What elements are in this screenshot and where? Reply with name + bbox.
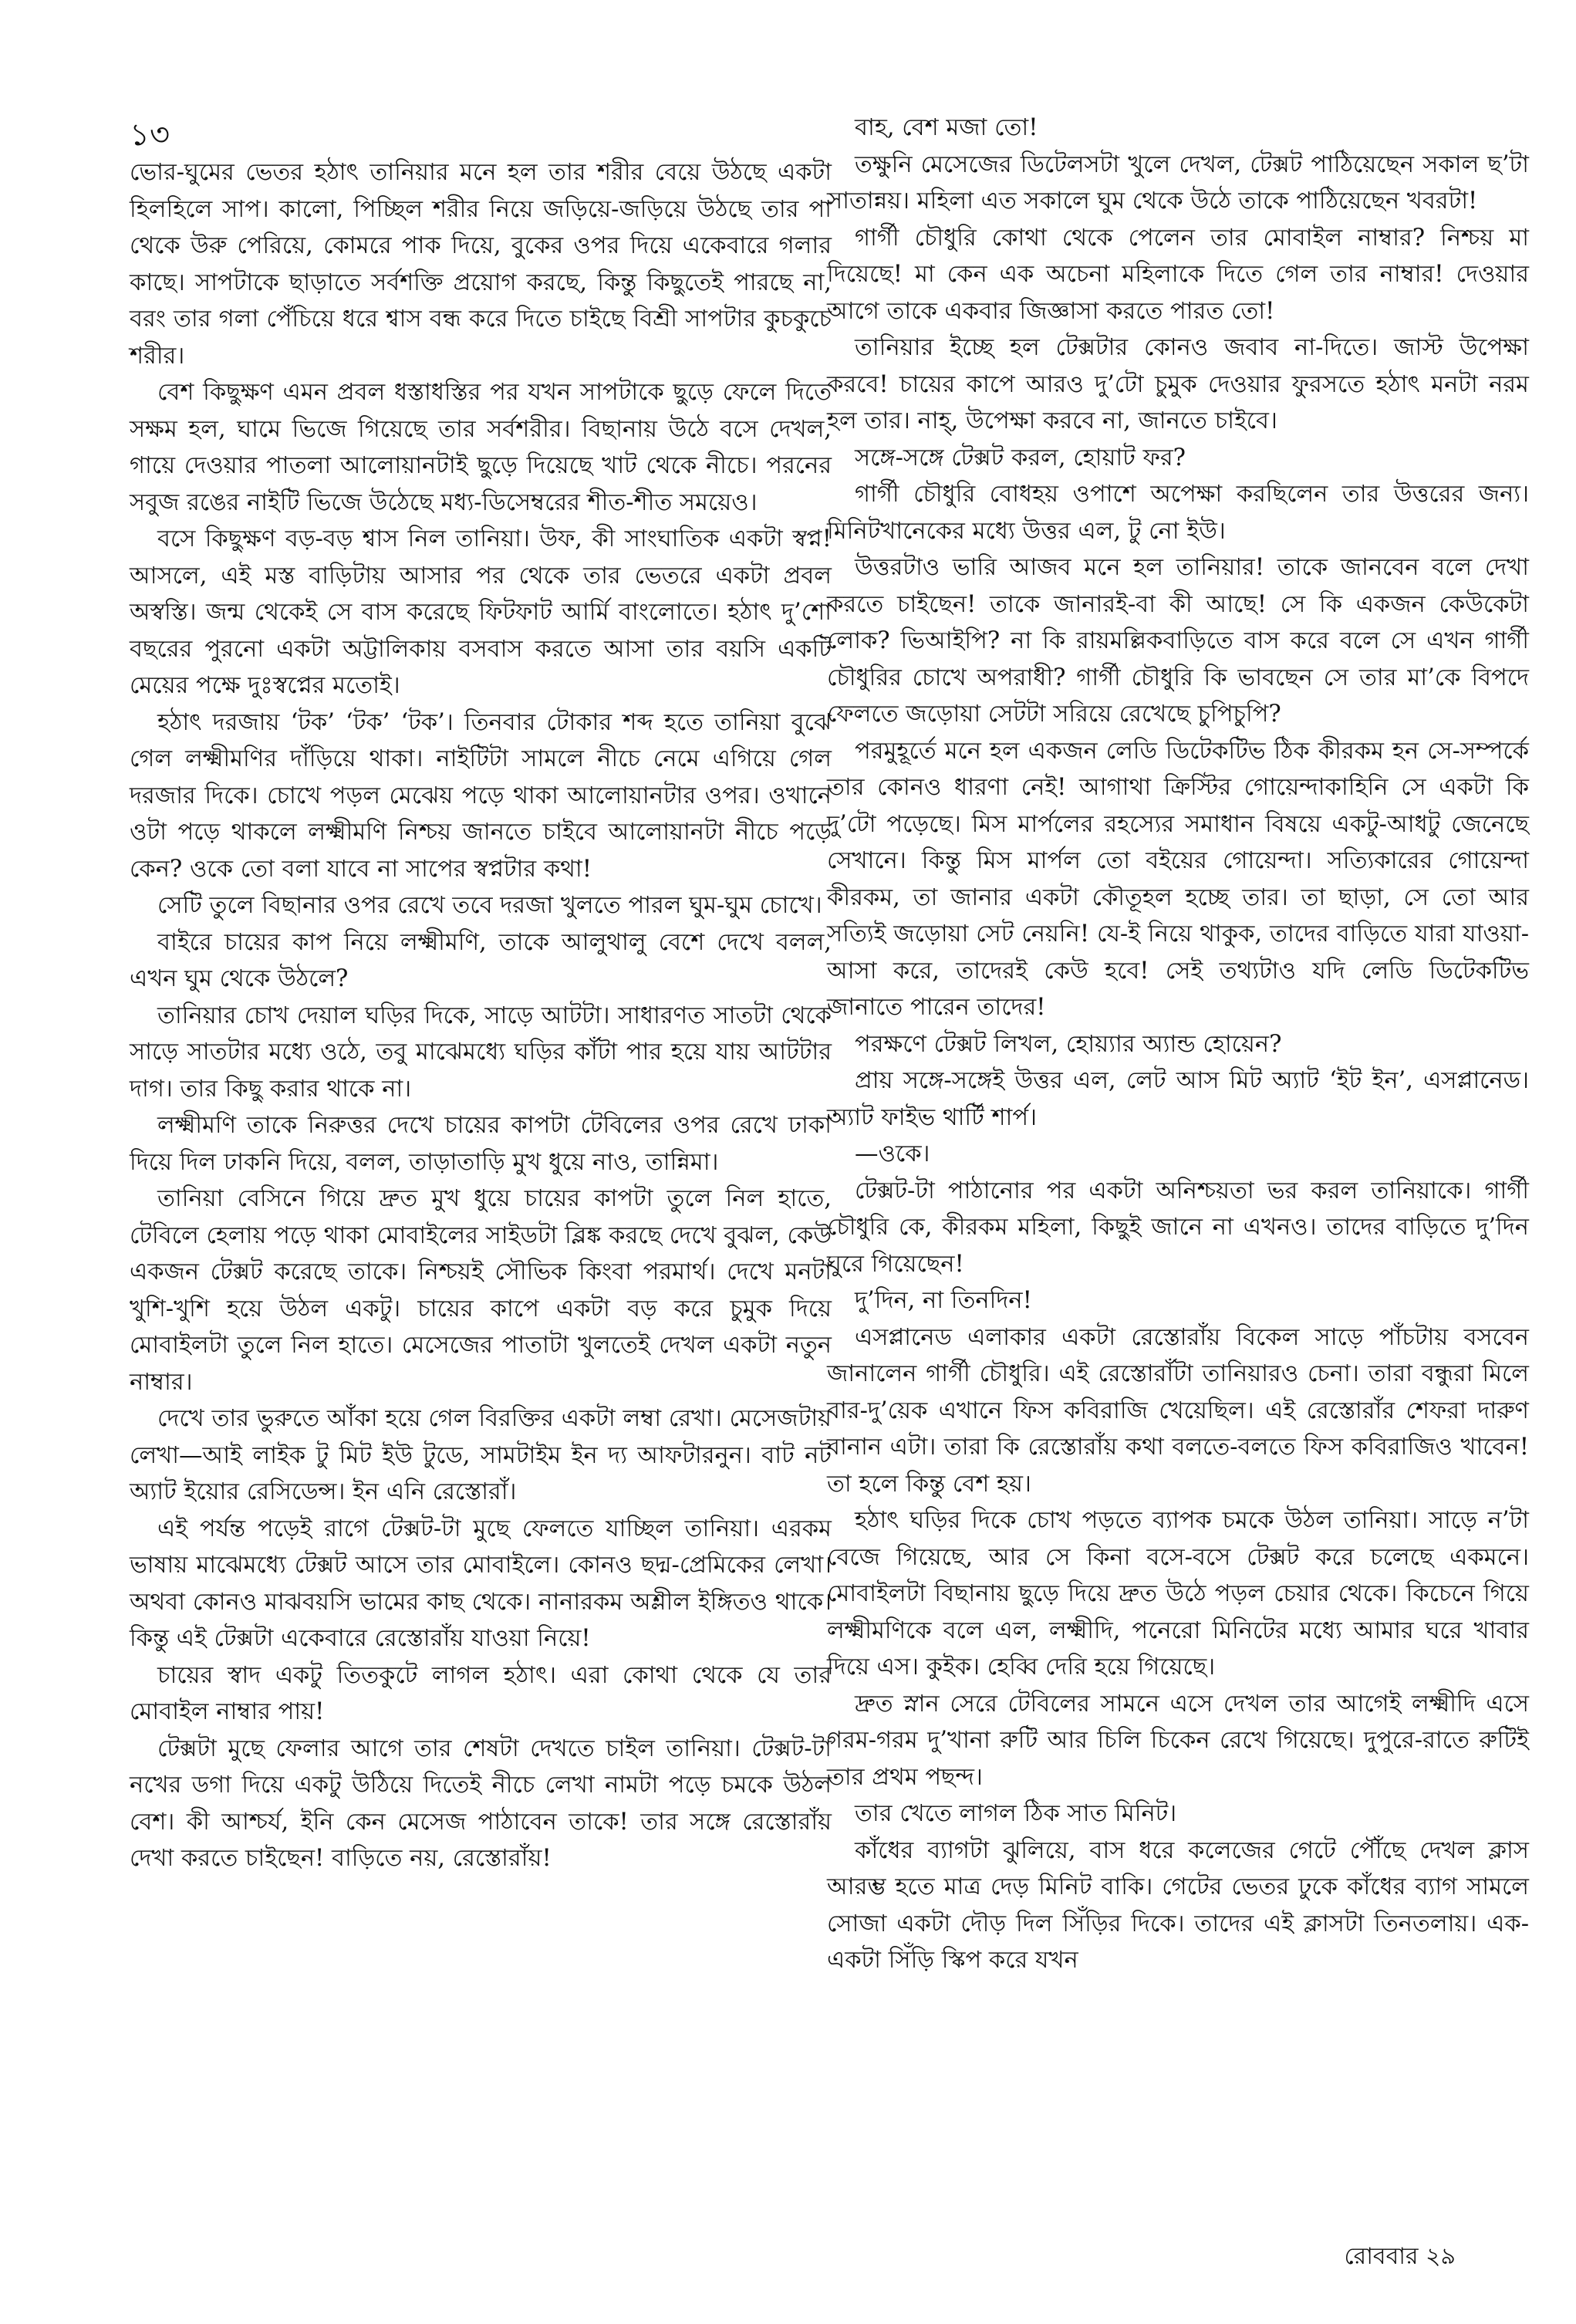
paragraph: বাইরে চায়ের কাপ নিয়ে লক্ষ্মীমণি, তাকে আলুথালু বেশে দেখে বলল, এখন ঘুম থেকে উঠলে? [130, 928, 832, 992]
paragraph: প্রায় সঙ্গে-সঙ্গেই উত্তর এল, লেট আস মিট অ্যাট ‘ইট ইন’, এসপ্লানেড। অ্যাট ফাইভ থার্টি শার্প। [827, 1067, 1529, 1131]
paragraph: এই পর্যন্ত পড়েই রাগে টেক্সট-টা মুছে ফেলতে যাচ্ছিল তানিয়া। এরকম ভাষায় মাঝেমধ্যে টেক্সট আসে তার মোবাইলে। কোনও ছদ্ম-প্রেমিকের লেখা। অথবা কোনও মাঝবয়সি ভামের কাছ থেকে। নানারকম অশ্লীল ইঙ্গিতও থাকে। কিন্তু এই টেক্সটা একেবারে রেস্তোরাঁয় যাওয়া নিয়ে! [130, 1515, 832, 1652]
paragraph: তার খেতে লাগল ঠিক সাত মিনিট। [855, 1800, 1177, 1827]
paragraph: লক্ষ্মীমণি তাকে নিরুত্তর দেখে চায়ের কাপটা টেবিলের ওপর রেখে ঢাকা দিয়ে দিল ঢাকনি দিয়ে, বলল, তাড়াতাড়ি মুখ ধুয়ে নাও, তান্নিমা। [130, 1112, 832, 1176]
paragraph: তানিয়ার চোখ দেয়াল ঘড়ির দিকে, সাড়ে আটটা। সাধারণত সাতটা থেকে সাড়ে সাতটার মধ্যে ওঠে, তবু মাঝেমধ্যে ঘড়ির কাঁটা পার হয়ে যায় আটটার দাগ। তার কিছু করার থাকে না। [130, 1002, 832, 1103]
right-column [827, 110, 1529, 1979]
paragraph: তানিয়া বেসিনে গিয়ে দ্রুত মুখ ধুয়ে চায়ের কাপটা তুলে নিল হাতে, টেবিলে হেলায় পড়ে থাকা মোবাইলের সাইডটা ব্লিঙ্ক করছে দেখে বুঝল, কেউ একজন টেক্সট করেছে তাকে। নিশ্চয়ই সৌভিক কিংবা পরমার্থ। দেখে মনটা খুশি-খুশি হয়ে উঠল একটু। চায়ের কাপে একটা বড় করে চুমুক দিয়ে মোবাইলটা তুলে নিল হাতে। মেসেজের পাতাটা খুলতেই দেখল একটা নতুন নাম্বার। [130, 1185, 832, 1396]
paragraph: তক্ষুনি মেসেজের ডিটেলসটা খুলে দেখল, টেক্সট পাঠিয়েছেন সকাল ছ’টা সাতান্নয়। মহিলা এত সকালে ঘুম থেকে উঠে তাকে পাঠিয়েছেন খবরটা! [827, 150, 1529, 214]
paragraph: হঠাৎ দরজায় ‘টক’ ‘টক’ ‘টক’। তিনবার টোকার শব্দ হতে তানিয়া বুঝে গেল লক্ষ্মীমণির দাঁড়িয়ে থাকা। নাইটিটা সামলে নীচে নেমে এগিয়ে গেল দরজার দিকে। চোখে পড়ল মেঝেয় পড়ে থাকা আলোয়ানটার ওপর। ওখানে ওটা পড়ে থাকলে লক্ষ্মীমণি নিশ্চয় জানতে চাইবে আলোয়ানটা নীচে পড়ে কেন? ওকে তো বলা যাবে না সাপের স্বপ্নটার কথা! [130, 708, 832, 883]
paragraph: উত্তরটাও ভারি আজব মনে হল তানিয়ার! তাকে জানবেন বলে দেখা করতে চাইছেন! তাকে জানারই-বা কী আছে! সে কি একজন কেউকেটা লোক? ভিআইপি? না কি রায়মল্লিকবাড়িতে বাস করে বলে সে এখন গার্গী চৌধুরির চোখে অপরাধী? গার্গী চৌধুরি কি ভাবছেন সে তার মা’কে বিপদে ফেলতে জড়োয়া সেটটা সরিয়ে রেখেছে চুপিচুপি? [827, 554, 1529, 728]
paragraph: দেখে তার ভুরুতে আঁকা হয়ে গেল বিরক্তির একটা লম্বা রেখা। মেসেজটায় লেখা—আই লাইক টু মিট ইউ টুডে, সামটাইম ইন দ্য আফটারনুন। বাট নট অ্যাট ইয়োর রেসিডেন্স। ইন এনি রেস্তোরাঁ। [130, 1405, 832, 1505]
paragraph: টেক্সটা মুছে ফেলার আগে তার শেষটা দেখতে চাইল তানিয়া। টেক্সট-টা নখের ডগা দিয়ে একটু উঠিয়ে দিতেই নীচে লেখা নামটা পড়ে চমকে উঠল বেশ। কী আশ্চর্য, ইনি কেন মেসেজ পাঠাবেন তাকে! তার সঙ্গে রেস্তোরাঁয় দেখা করতে চাইছেন! বাড়িতে নয়, রেস্তোরাঁয়! [130, 1735, 832, 1872]
paragraph: বসে কিছুক্ষণ বড়-বড় শ্বাস নিল তানিয়া। উফ, কী সাংঘাতিক একটা স্বপ্ন! আসলে, এই মস্ত বাড়িটায় আসার পর থেকে তার ভেতরে একটা প্রবল অস্বস্তি। জন্ম থেকেই সে বাস করেছে ফিটফাট আর্মি বাংলোতে। হঠাৎ দু’শো বছরের পুরনো একটা অট্টালিকায় বসবাস করতে আসা তার বয়সি একটি মেয়ের পক্ষে দুঃস্বপ্নের মতোই। [130, 525, 832, 699]
paragraph: পরক্ষণে টেক্সট লিখল, হোয়্যার অ্যান্ড হোয়েন? [855, 1030, 1282, 1058]
paragraph: তানিয়ার ইচ্ছে হল টেক্সটার কোনও জবাব না-দিতে। জাস্ট উপেক্ষা করবে! চায়ের কাপে আরও দু’টো চুমুক দেওয়ার ফুরসতে হঠাৎ মনটা নরম হল তার। নাহ্, উপেক্ষা করবে না, জানতে চাইবে। [827, 334, 1529, 434]
paragraph: গার্গী চৌধুরি কোথা থেকে পেলেন তার মোবাইল নাম্বার? নিশ্চয় মা দিয়েছে! মা কেন এক অচেনা মহিলাকে দিতে গেল তার নাম্বার! দেওয়ার আগে তাকে একবার জিজ্ঞাসা করতে পারত তো! [827, 224, 1529, 325]
paragraph: দ্রুত স্নান সেরে টেবিলের সামনে এসে দেখল তার আগেই লক্ষ্মীদি এসে গরম-গরম দু’খানা রুটি আর চিলি চিকেন রেখে গিয়েছে। দুপুরে-রাতে রুটিই তার প্রথম পছন্দ। [827, 1690, 1529, 1791]
left-column [130, 154, 832, 1877]
paragraph: সঙ্গে-সঙ্গে টেক্সট করল, হোয়াট ফর? [855, 444, 1186, 471]
paragraph: —ওকে। [855, 1140, 930, 1167]
paragraph: পরমুহূর্তে মনে হল একজন লেডি ডিটেকটিভ ঠিক কীরকম হন সে-সম্পর্কে তার কোনও ধারণা নেই! আগাথা ক্রিস্টির গোয়েন্দাকাহিনি সে একটা কি দু’টো পড়েছে। মিস মার্পলের রহস্যের সমাধান বিষয়ে একটু-আধটু জেনেছে সেখানে। কিন্তু মিস মার্পল তো বইয়ের গোয়েন্দা। সত্যিকারের গোয়েন্দা কীরকম, তা জানার একটা কৌতূহল হচ্ছে তার। তা ছাড়া, সে তো আর সত্যিই জড়োয়া সেট নেয়নি! যে-ই নিয়ে থাকুক, তাদের বাড়িতে যারা যাওয়া-আসা করে, তাদেরই কেউ হবে! সেই তথ্যটাও যদি লেডি ডিটেকটিভ জানাতে পারেন তাদের! [827, 737, 1529, 1021]
paragraph: চায়ের স্বাদ একটু তিতকুটে লাগল হঠাৎ। এরা কোথা থেকে যে তার মোবাইল নাম্বার পায়! [130, 1661, 832, 1725]
chapter-number: ১৩ [130, 117, 170, 153]
paragraph: কাঁধের ব্যাগটা ঝুলিয়ে, বাস ধরে কলেজের গেটে পৌঁছে দেখল ক্লাস আরম্ভ হতে মাত্র দেড় মিনিট বাকি। গেটের ভেতর ঢুকে কাঁধের ব্যাগ সামলে সোজা একটা দৌড় দিল সিঁড়ির দিকে। তাদের এই ক্লাসটা তিনতলায়। এক-একটা সিঁড়ি স্কিপ করে যখন [827, 1836, 1529, 1974]
paragraph: গার্গী চৌধুরি বোধহয় ওপাশে অপেক্ষা করছিলেন তার উত্তরের জন্য। মিনিটখানেকের মধ্যে উত্তর এল, টু নো ইউ। [827, 481, 1529, 545]
paragraph: বেশ কিছুক্ষণ এমন প্রবল ধস্তাধস্তির পর যখন সাপটাকে ছুড়ে ফেলে দিতে সক্ষম হল, ঘামে ভিজে গিয়েছে তার সর্বশরীর। বিছানায় উঠে বসে দেখল, গায়ে দেওয়ার পাতলা আলোয়ানটাই ছুড়ে দিয়েছে খাট থেকে নীচে। পরনের সবুজ রঙের নাইটি ভিজে উঠেছে মধ্য-ডিসেম্বরের শীত-শীত সময়েও। [130, 379, 832, 516]
paragraph: সেটি তুলে বিছানার ওপর রেখে তবে দরজা খুলতে পারল ঘুম-ঘুম চোখে। [157, 892, 822, 919]
paragraph: বাহ, বেশ মজা তো! [855, 114, 1038, 141]
paragraph: হঠাৎ ঘড়ির দিকে চোখ পড়তে ব্যাপক চমকে উঠল তানিয়া। সাড়ে ন’টা বেজে গিয়েছে, আর সে কিনা বসে-বসে টেক্সট করে চলেছে একমনে। মোবাইলটা বিছানায় ছুড়ে দিয়ে দ্রুত উঠে পড়ল চেয়ার থেকে। কিচেনে গিয়ে লক্ষ্মীমণিকে বলে এল, লক্ষ্মীদি, পনেরো মিনিটের মধ্যে আমার ঘরে খাবার দিয়ে এস। কুইক। হেব্বি দেরি হয়ে গিয়েছে। [827, 1507, 1529, 1681]
paragraph: ভোর-ঘুমের ভেতর হঠাৎ তানিয়ার মনে হল তার শরীর বেয়ে উঠছে একটা হিলহিলে সাপ। কালো, পিচ্ছিল শরীর নিয়ে জড়িয়ে-জড়িয়ে উঠছে তার পা থেকে উরু পেরিয়ে, কোমরে পাক দিয়ে, বুকের ওপর দিয়ে একেবারে গলার কাছে। সাপটাকে ছাড়াতে সর্বশক্তি প্রয়োগ করছে, কিন্তু কিছুতেই পারছে না, বরং তার গলা পেঁচিয়ে ধরে শ্বাস বন্ধ করে দিতে চাইছে বিশ্রী সাপটার কুচকুচে শরীর। [130, 159, 832, 370]
paragraph: এসপ্লানেড এলাকার একটা রেস্তোরাঁয় বিকেল সাড়ে পাঁচটায় বসবেন জানালেন গার্গী চৌধুরি। এই রেস্তোরাঁটা তানিয়ারও চেনা। তারা বন্ধুরা মিলে বার-দু’য়েক এখানে ফিস কবিরাজি খেয়েছিল। এই রেস্তোরাঁর শেফরা দারুণ বানান এটা। তারা কি রেস্তোরাঁয় কথা বলতে-বলতে ফিস কবিরাজিও খাবেন! তা হলে কিন্তু বেশ হয়। [827, 1323, 1529, 1498]
page-footer: রোববার ২৯ [1344, 2243, 1456, 2270]
paragraph: দু’দিন, না তিনদিন! [855, 1287, 1032, 1314]
paragraph: টেক্সট-টা পাঠানোর পর একটা অনিশ্চয়তা ভর করল তানিয়াকে। গার্গী চৌধুরি কে, কীরকম মহিলা, কিছুই জানে না এখনও। তাদের বাড়িতে দু’দিন ঘুরে গিয়েছেন! [827, 1177, 1529, 1278]
